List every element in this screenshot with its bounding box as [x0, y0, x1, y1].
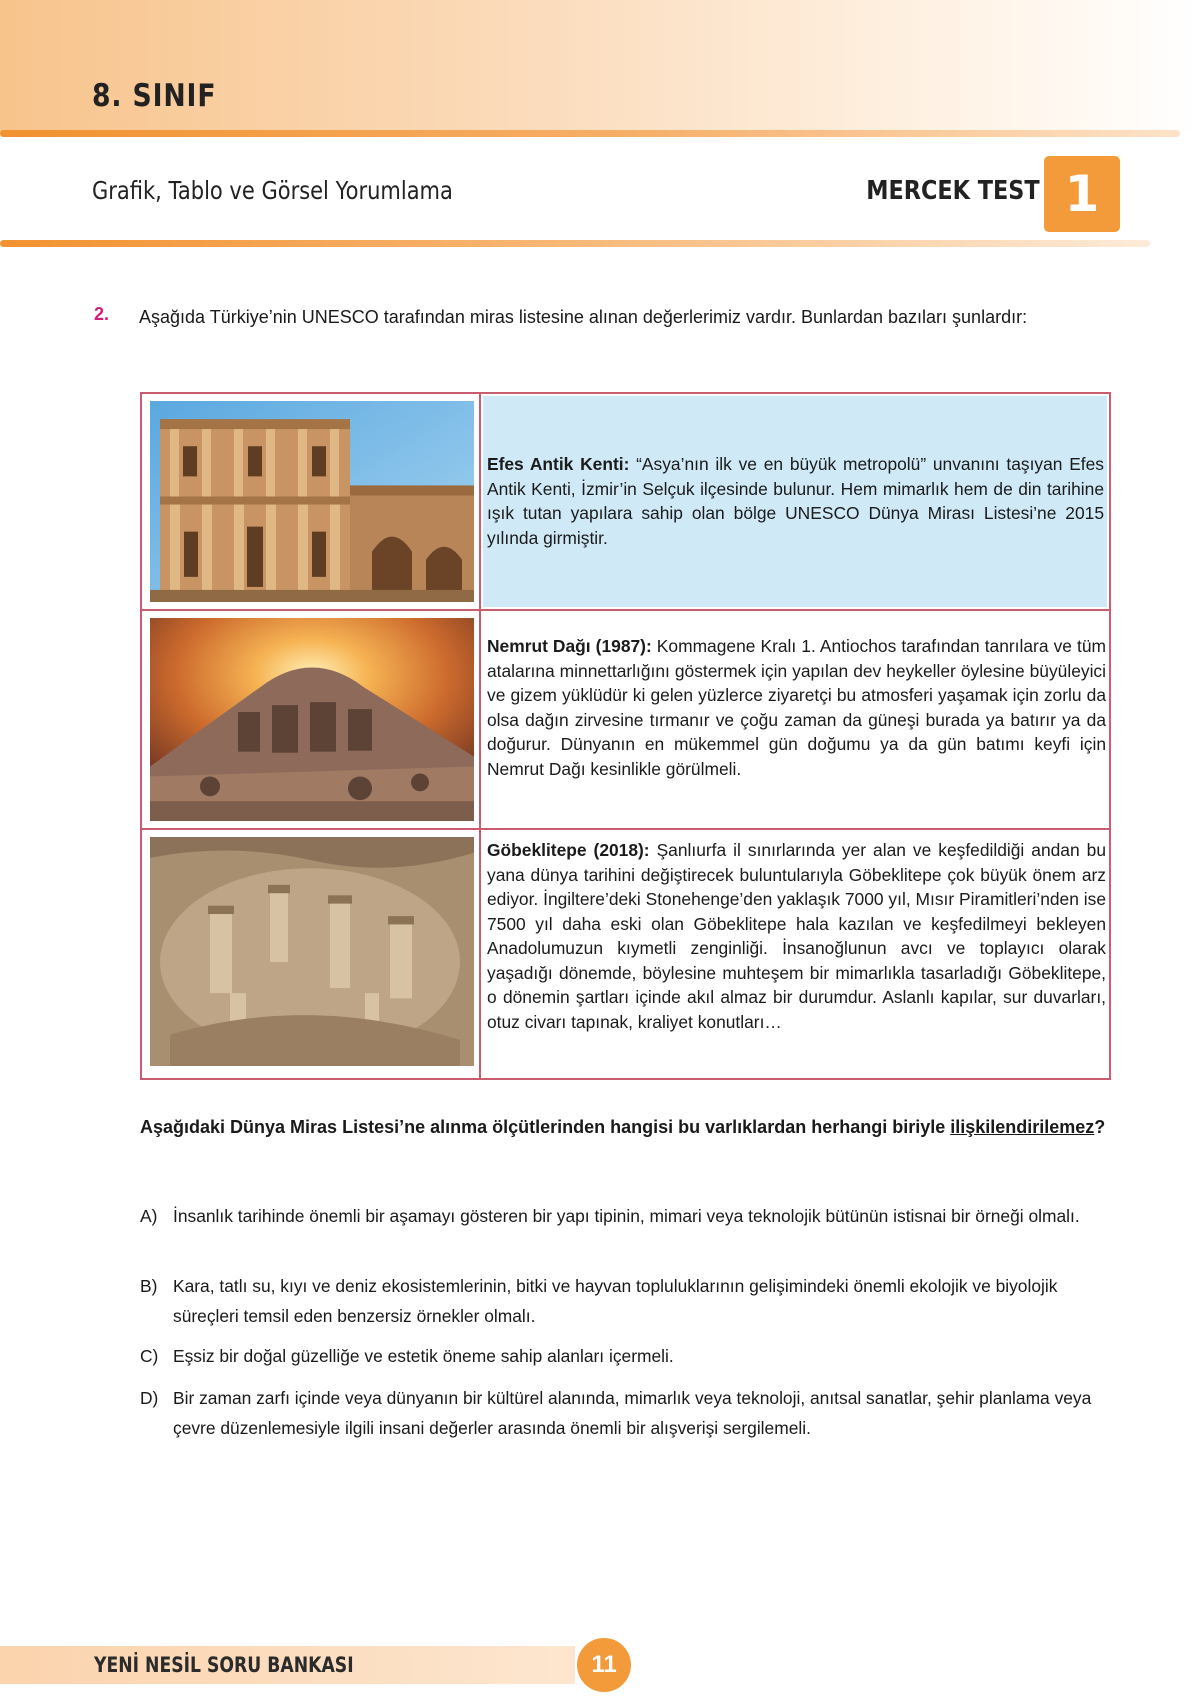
image-cell [142, 611, 481, 828]
option-text: Bir zaman zarfı içinde veya dünyanın bir kültürel alanında, mimarlık veya teknoloji, anıtsal sanatlar, şehir planlama veya çevre düzenlemesiyle ilgili insani değerler arasında önemli bir alışverişi sergilemeli. [173, 1388, 1092, 1438]
gobeklitepe-photo [150, 837, 474, 1066]
heritage-row-nemrut [142, 611, 1109, 830]
header-divider [0, 130, 1180, 137]
option-b[interactable] [140, 1271, 1116, 1331]
image-cell [142, 394, 481, 609]
test-label: MERCEK TEST [866, 176, 1040, 206]
option-text: İnsanlık tarihinde önemli bir aşamayı gösteren bir yapı tipinin, mimari veya teknolojik bütünün istisnai bir örneği olmalı. [173, 1206, 1080, 1226]
efes-description-cell [483, 396, 1107, 607]
nemrut-description-cell [483, 611, 1109, 828]
option-label: D) [140, 1388, 159, 1408]
option-a[interactable] [140, 1201, 1116, 1231]
option-text: Kara, tatlı su, kıyı ve deniz ekosistemlerinin, bitki ve hayvan topluluklarının gelişimindeki önemli ekolojik ve biyolojik süreçleri temsil eden benzersiz örnekler olmalı. [173, 1276, 1058, 1326]
test-number-badge: 1 [1044, 156, 1120, 232]
gobeklitepe-description [487, 838, 1106, 1034]
efes-text: “Asya’nın ilk ve en büyük metropolü” unvanını taşıyan Efes Antik Kenti, İzmir’in Selçuk ilçesinde bulunur. Hem mimarlık hem de din tarihine ışık tutan yapılara sahip olan bölge UNESCO Dünya Mirası Listesi’ne 2015 yılında girmiştir. [487, 454, 1105, 548]
heritage-row-efes [142, 394, 1109, 611]
efes-title: Efes Antik Kenti: [487, 454, 630, 474]
option-label: B) [140, 1276, 158, 1296]
gobeklitepe-text: Şanlıurfa il sınırlarında yer alan ve keşfedildiği andan bu yana dünya tarihini değiştirecek buluntularıyla Göbeklitepe çok büyük önem arz ediyor. İngiltere’deki Stonehenge’den yaklaşık 7000 yıl, Mısır Piramitleri’nden ise 7500 yıl daha eski olan Göbeklitepe hala kazılan ve keşfedilmeyi bekleyen Anadolumuzun kıymetli zenginliği. İnsanoğlunun avcı ve toplayıcı olarak yaşadığı dönemde, böylesine muhteşem bir mimarlıkla tasarladığı Göbeklitepe, o dönemin şartları içinde akıl almaz bir durumdur. Aslanlı kapılar, sur duvarları, otuz civarı tapınak, kraliyet konutları… [487, 840, 1106, 1032]
option-label: C) [140, 1346, 159, 1366]
question-prompt [140, 1112, 1113, 1142]
nemrut-description [487, 634, 1106, 781]
efes-description [487, 452, 1104, 550]
gobeklitepe-title: Göbeklitepe (2018): [487, 840, 650, 860]
prompt-underlined: ilişkilendirilemez [950, 1117, 1095, 1137]
question-intro: Aşağıda Türkiye’nin UNESCO tarafından miras listesine alınan değerlerimiz vardır. Bunlardan bazıları şunlardır: [139, 307, 1028, 327]
option-c[interactable] [140, 1341, 1116, 1371]
nemrut-text: Kommagene Kralı 1. Antiochos tarafından tanrılara ve tüm atalarına minnettarlığını göstermek için yapılan dev heykeller öylesine büyüleyici ve gizem yüklüdür ki gelen yüzlerce ziyaretçi bu atmosferi yaşamak için zorlu da olsa dağın zirvesine tırmanır ve çoğu zaman da güneşi burada ya batırır ya da doğurur. Dünyanın en mükemmel gün doğumu ya da gün batımı keyfi için Nemrut Dağı kesinlikle görülmeli. [487, 636, 1106, 779]
gobeklitepe-description-cell [483, 830, 1109, 1078]
page-number: 11 [577, 1638, 631, 1692]
question-number: 2. [94, 304, 110, 324]
image-cell [142, 830, 481, 1078]
option-label: A) [140, 1206, 158, 1226]
heritage-row-gobeklitepe [142, 830, 1109, 1078]
option-d[interactable] [140, 1383, 1116, 1443]
option-text: Eşsiz bir doğal güzelliğe ve estetik öneme sahip alanları içermeli. [173, 1346, 674, 1366]
section-divider [0, 240, 1150, 247]
nemrut-title: Nemrut Dağı (1987): [487, 636, 652, 656]
library-of-celsus-photo [150, 401, 474, 602]
prompt-main: Aşağıdaki Dünya Miras Listesi’ne alınma ölçütlerinden hangisi bu varlıklardan herhangi biriyle [140, 1117, 951, 1137]
book-title: YENİ NESİL SORU BANKASI [94, 1653, 354, 1677]
heritage-table [140, 392, 1111, 1080]
grade-title: 8. SINIF [92, 78, 217, 114]
mount-nemrut-photo [150, 618, 474, 821]
section-title: Grafik, Tablo ve Görsel Yorumlama [92, 176, 453, 205]
prompt-end: ? [1094, 1117, 1106, 1137]
